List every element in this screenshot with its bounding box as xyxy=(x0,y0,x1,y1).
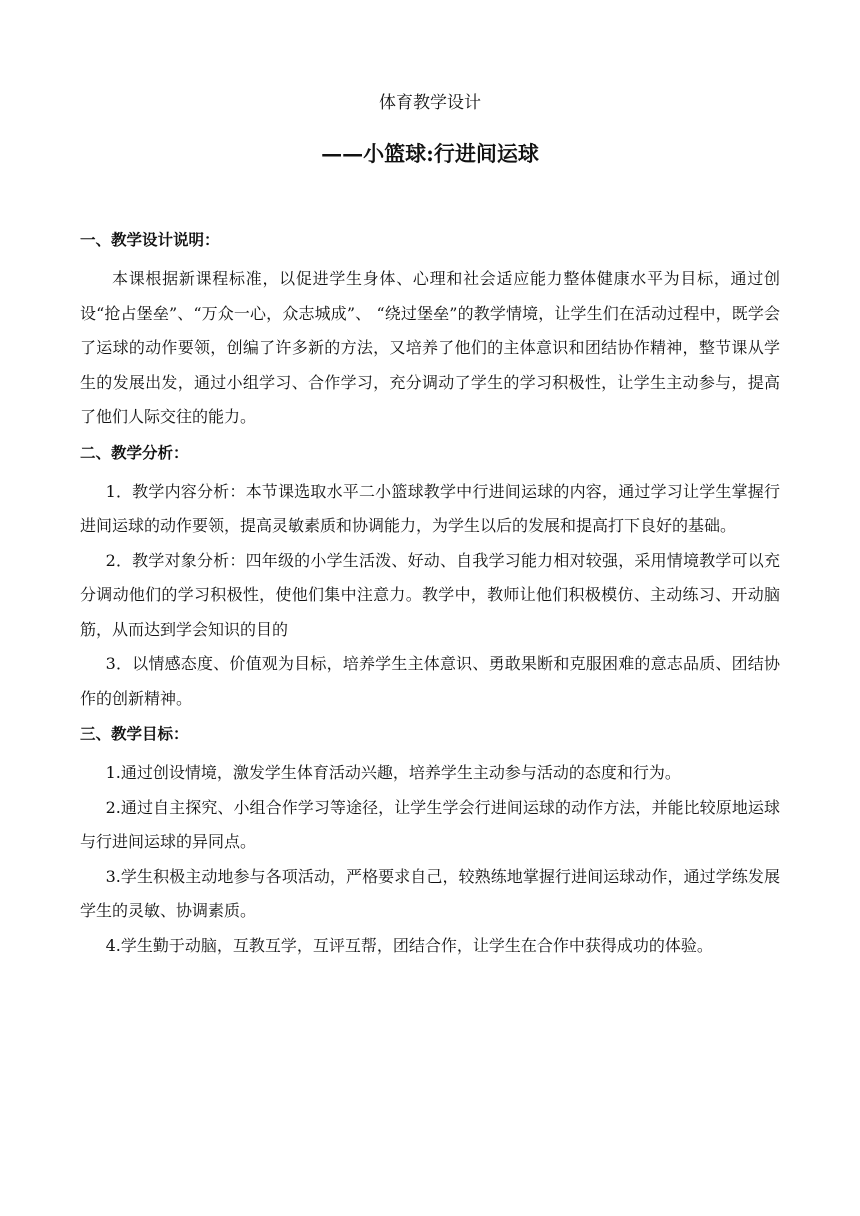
document-subtitle: ——小篮球:行进间运球 xyxy=(321,141,539,166)
analysis-item-values: 3．以情感态度、价值观为目标，培养学生主体意识、勇敢果断和克服困难的意志品质、团结协作的创新精神。 xyxy=(80,654,780,708)
document-body xyxy=(80,228,780,963)
section-heading-analysis: 二、教学分析： xyxy=(80,442,189,462)
goal-item-4: 4.学生勤于动脑，互教互学，互评互帮，团结合作，让学生在合作中获得成功的体验。 xyxy=(105,935,713,955)
section-heading-design-notes: 一、教学设计说明： xyxy=(80,230,220,249)
analysis-item-students: 2．教学对象分析：四年级的小学生活泼、好动、自我学习能力相对较强，采用情境教学可以充分调动他们的学习积极性，使他们集中注意力。教学中，教师让他们积极模仿、主动练习、开动脑筋，从而达到学会知识的目的 xyxy=(80,550,780,639)
goal-item-3: 3.学生积极主动地参与各项活动，严格要求自己，较熟练地掌握行进间运球动作，通过学练发展学生的灵敏、协调素质。 xyxy=(80,866,780,920)
document-title: 体育教学设计 xyxy=(379,93,481,113)
analysis-item-content: 1．教学内容分析：本节课选取水平二小篮球教学中行进间运球的内容，通过学习让学生掌握行进间运球的动作要领，提高灵敏素质和协调能力，为学生以后的发展和提高打下良好的基础。 xyxy=(80,481,780,535)
design-notes-paragraph: 本课根据新课程标准，以促进学生身体、心理和社会适应能力整体健康水平为目标，通过创设“抢占堡垒”、“万众一心，众志城成”、 “绕过堡垒”的教学情境，让学生们在活动过程中，既学会了运球的动作要领，创编了许多新的方法，又培养了他们的主体意识和团结协作精神，整节课从学生的发展出发，通过小组学习、合作学习，充分调动了学生的学习积极性，让学生主动参与，提高了他们人际交往的能力。 xyxy=(80,269,780,426)
section-heading-goals: 三、教学目标： xyxy=(80,724,189,743)
goal-item-1: 1.通过创设情境，激发学生体育活动兴趣，培养学生主动参与活动的态度和行为。 xyxy=(105,763,681,782)
goal-item-2: 2.通过自主探究、小组合作学习等途径，让学生学会行进间运球的动作方法，并能比较原地运球与行进间运球的异同点。 xyxy=(80,797,780,851)
